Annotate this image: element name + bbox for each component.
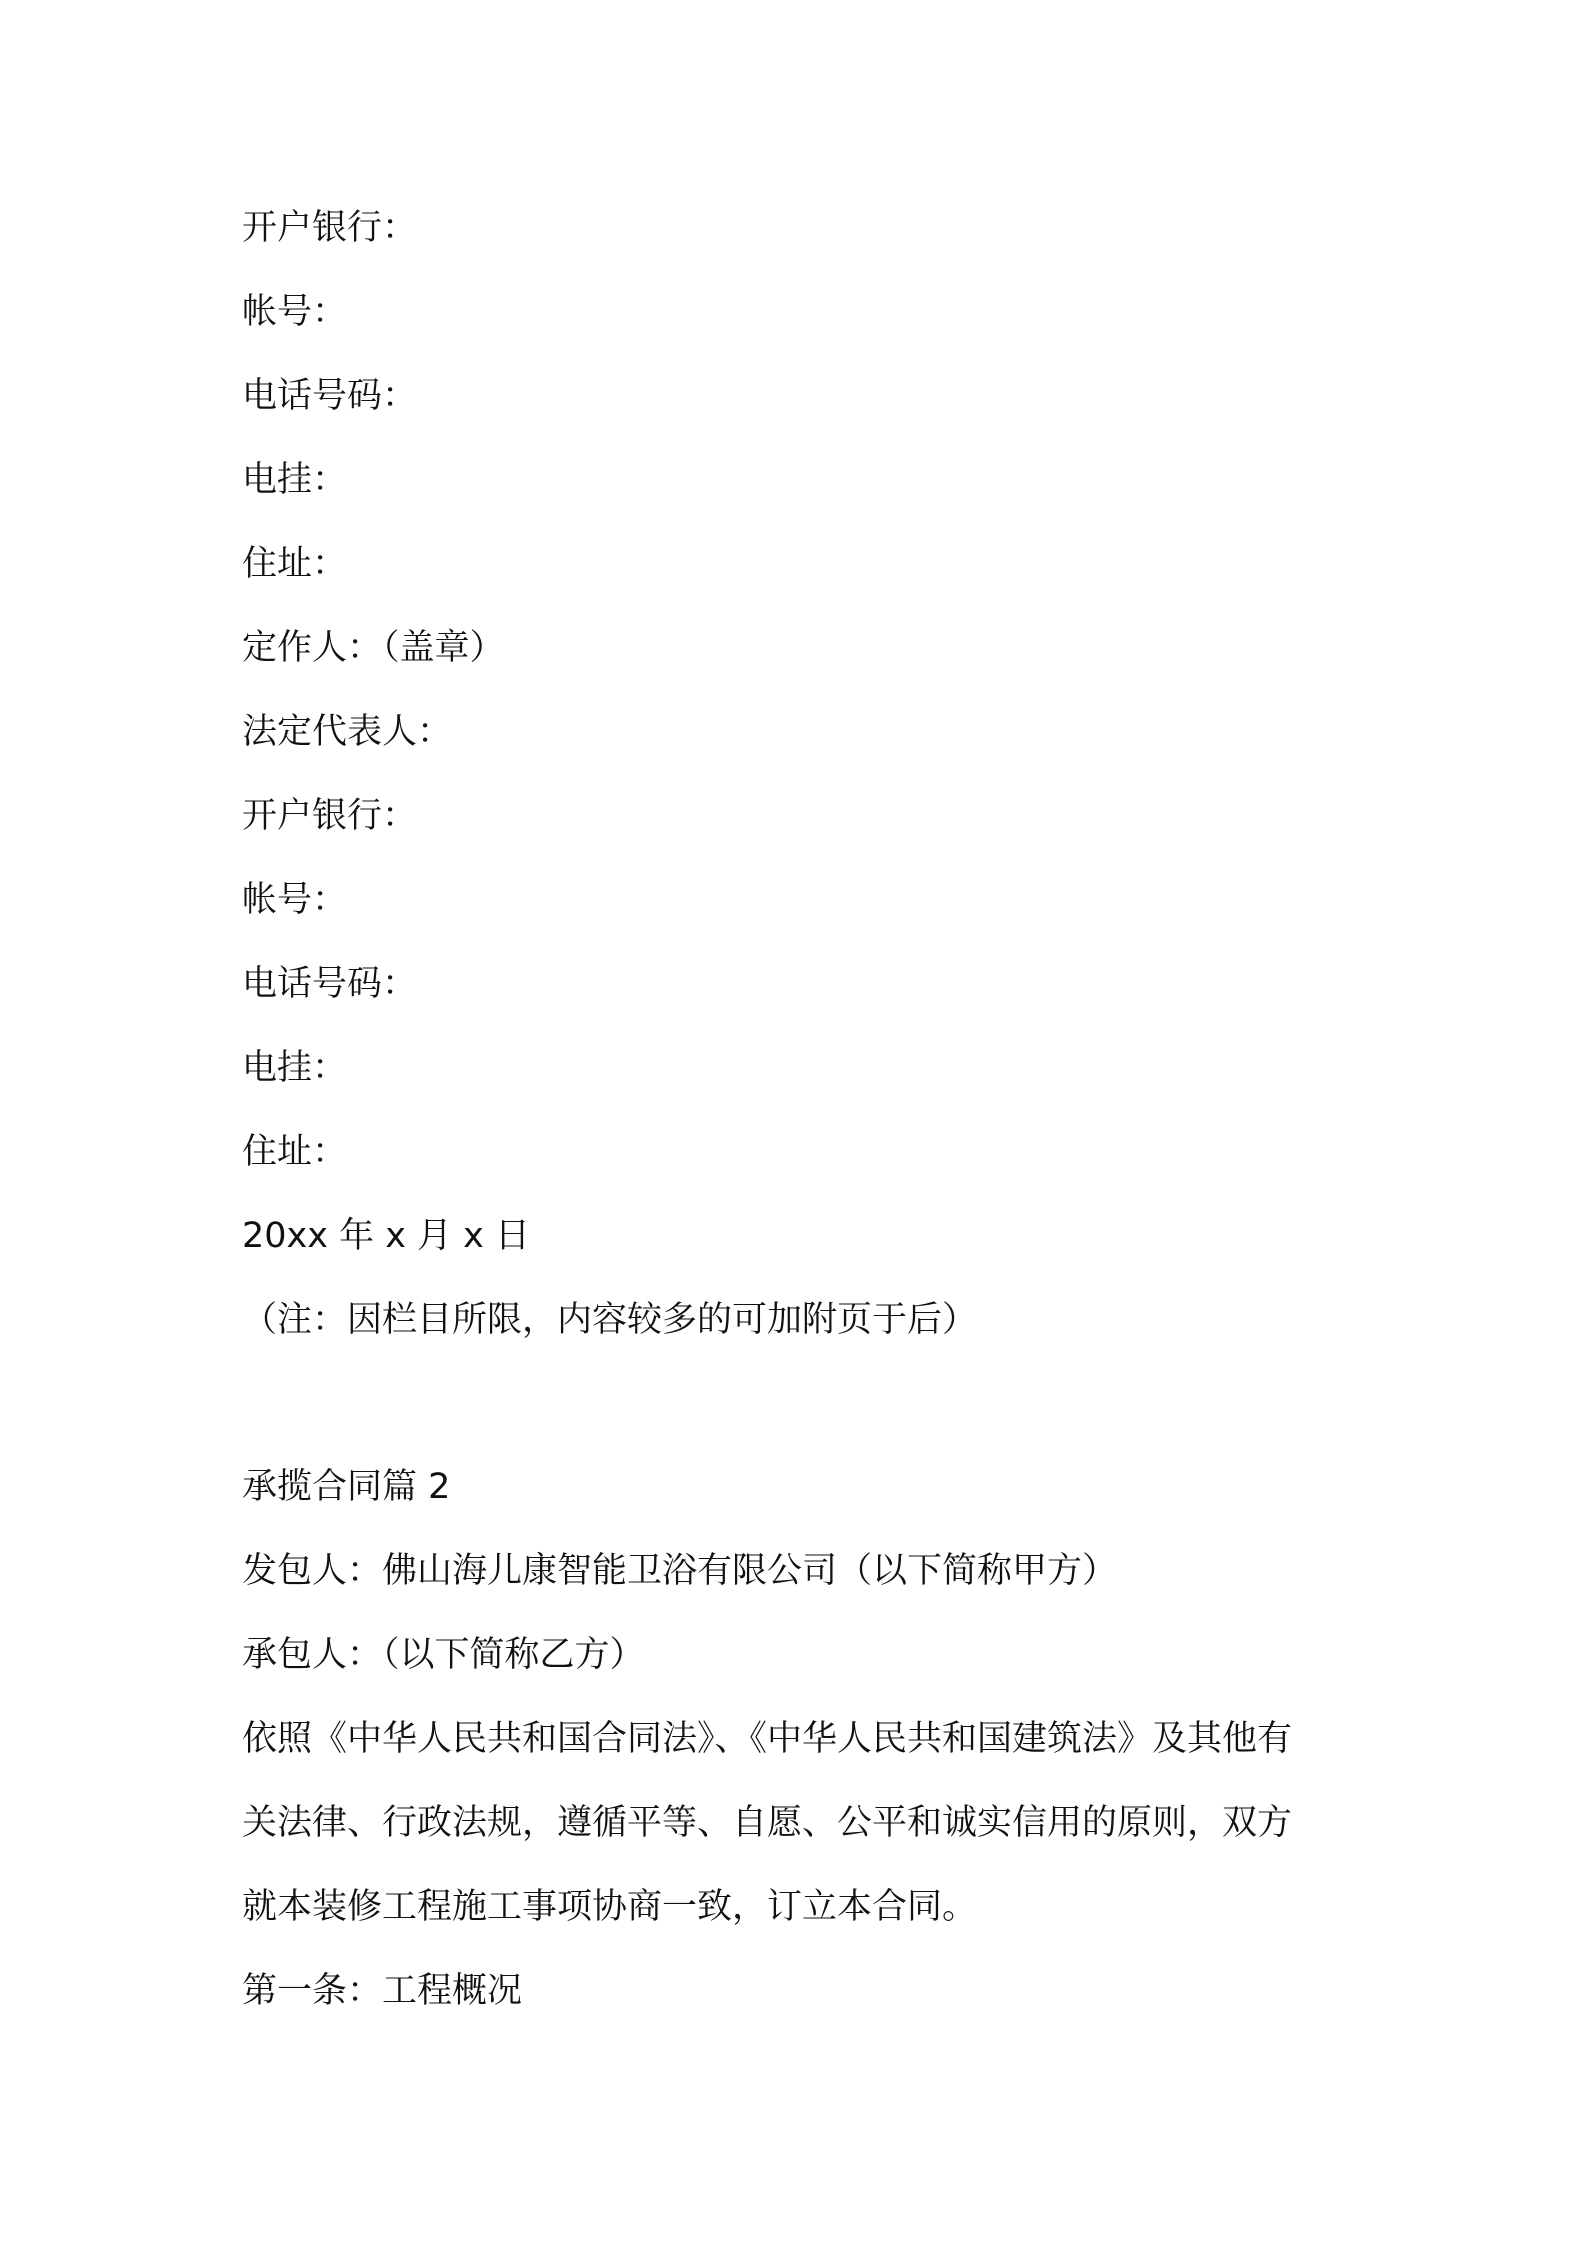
field-telegraph: 电挂：: [242, 460, 348, 500]
preamble-line: 关法律、行政法规，遵循平等、自愿、公平和诚实信用的原则，双方: [242, 1803, 1293, 1843]
field-address-2: 住址：: [242, 1132, 348, 1172]
field-legal-representative: 法定代表人：: [242, 712, 453, 752]
field-phone-2: 电话号码：: [242, 964, 418, 1004]
field-telegraph-2: 电挂：: [242, 1048, 348, 1088]
field-account-2: 帐号：: [242, 880, 348, 920]
field-phone: 电话号码：: [242, 376, 418, 416]
field-bank: 开户银行：: [242, 208, 418, 248]
note: （注：因栏目所限，内容较多的可加附页于后）: [242, 1300, 978, 1340]
section-title: 承揽合同篇 2: [242, 1467, 451, 1507]
field-customer-seal: 定作人：（盖章）: [242, 628, 505, 668]
field-address: 住址：: [242, 544, 348, 584]
signing-date: 20xx 年 x 月 x 日: [242, 1216, 531, 1256]
field-bank-2: 开户银行：: [242, 796, 418, 836]
preamble-line: 就本装修工程施工事项协商一致，订立本合同。: [242, 1887, 978, 1927]
preamble-paragraph: [242, 1697, 1362, 1949]
employer-line: 发包人：佛山海儿康智能卫浴有限公司（以下简称甲方）: [242, 1551, 1118, 1591]
preamble-line: 依照《中华人民共和国合同法》、《中华人民共和国建筑法》及其他有: [242, 1719, 1293, 1759]
contractor-line: 承包人：（以下简称乙方）: [242, 1635, 645, 1675]
article-heading: 第一条：工程概况: [242, 1971, 523, 2011]
field-account: 帐号：: [242, 292, 348, 332]
